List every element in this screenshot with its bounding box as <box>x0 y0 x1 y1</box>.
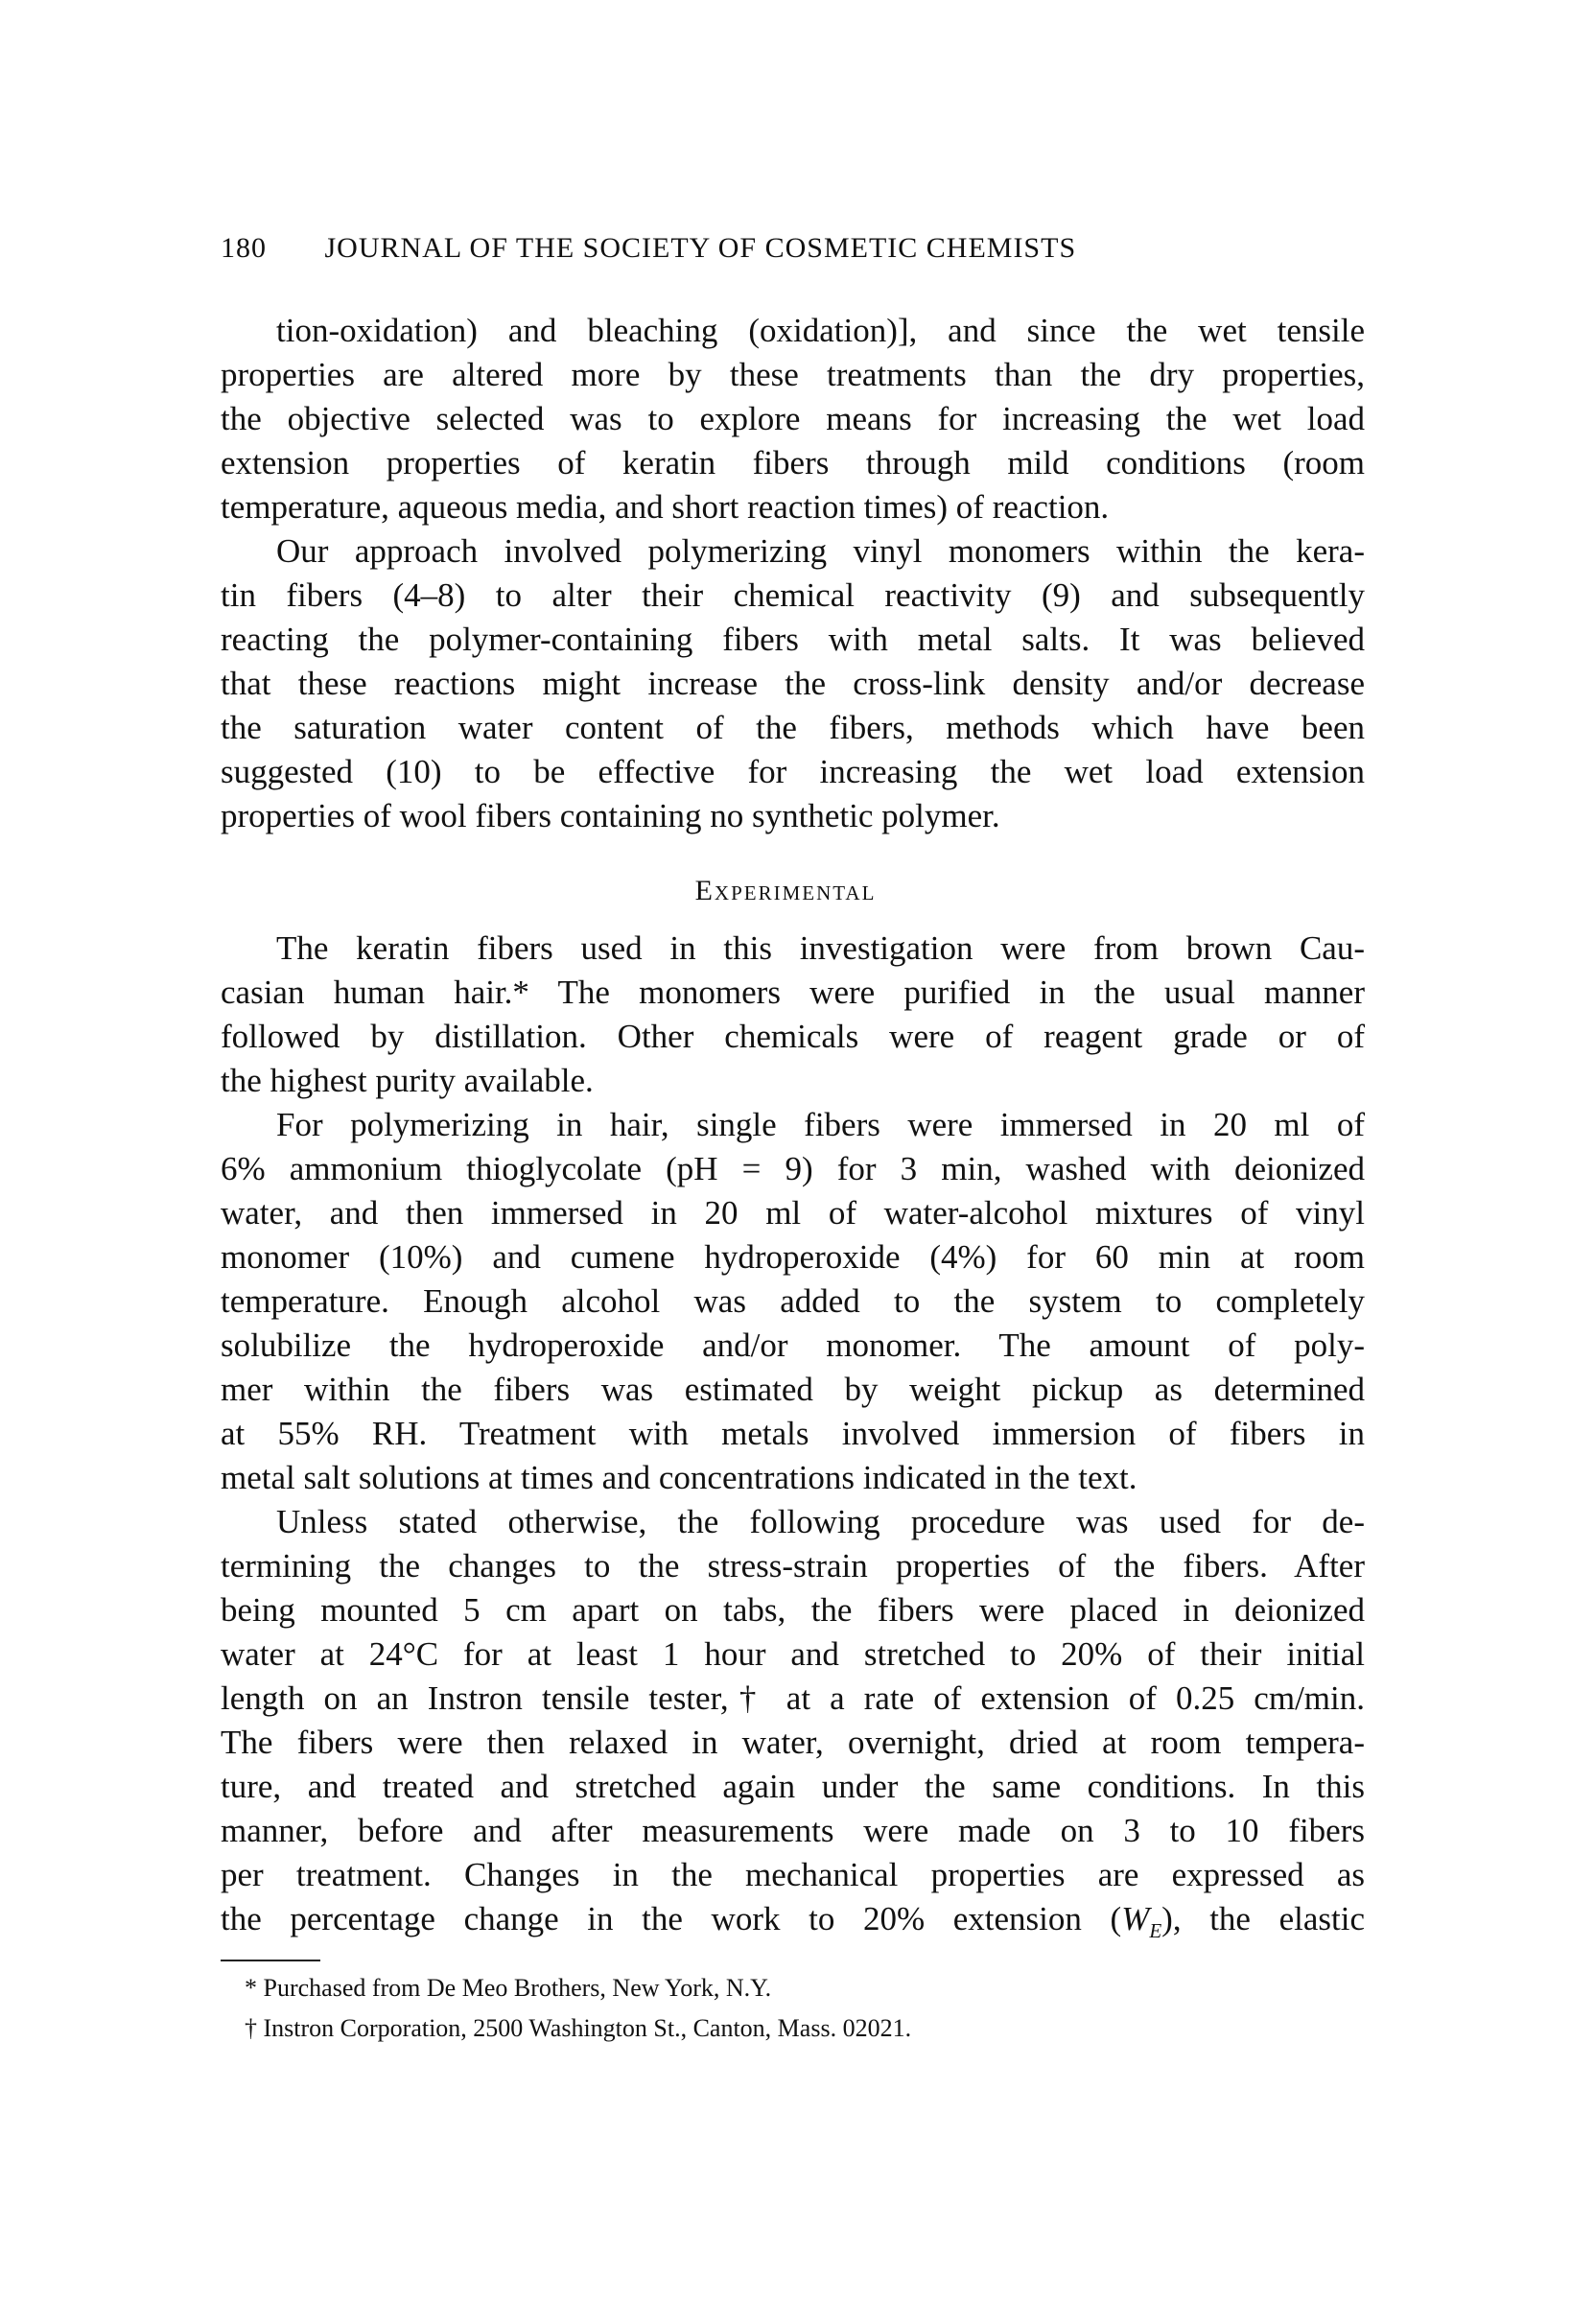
text-line: solubilize the hydroperoxide and/or monomer. The amount of poly- <box>221 1326 1365 1364</box>
footnote-2: † Instron Corporation, 2500 Washington St., Canton, Mass. 02021. <box>245 2014 912 2042</box>
text-line: monomer (10%) and cumene hydroperoxide (4%) for 60 min at room <box>221 1238 1365 1276</box>
text-line: that these reactions might increase the cross-link density and/or decrease <box>221 665 1365 702</box>
footnote-rule <box>221 1960 320 1961</box>
text-line: casian human hair.* The monomers were purified in the usual manner <box>221 974 1365 1011</box>
running-header <box>221 232 1076 265</box>
journal-title: JOURNAL OF THE SOCIETY OF COSMETIC CHEMISTS <box>324 232 1077 264</box>
text-line: temperature. Enough alcohol was added to the system to completely <box>221 1282 1365 1320</box>
experimental-text <box>221 927 1365 1941</box>
text-line: being mounted 5 cm apart on tabs, the fibers were placed in deionized <box>221 1591 1365 1629</box>
text-line: Our approach involved polymerizing vinyl monomers within the kera- <box>276 532 1365 570</box>
text-line: manner, before and after measurements were made on 3 to 10 fibers <box>221 1812 1365 1849</box>
text-line: tion-oxidation) and bleaching (oxidation)], and since the wet tensile <box>276 312 1365 349</box>
text-line: temperature, aqueous media, and short reaction times) of reaction. <box>221 488 1110 526</box>
text-line: the objective selected was to explore means for increasing the wet load <box>221 400 1365 437</box>
page-number: 180 <box>221 232 267 264</box>
text-line: water, and then immersed in 20 ml of water-alcohol mixtures of vinyl <box>221 1194 1365 1232</box>
text-line: ture, and treated and stretched again under the same conditions. In this <box>221 1768 1365 1805</box>
intro-text <box>221 309 1365 838</box>
text-line: per treatment. Changes in the mechanical properties are expressed as <box>221 1856 1365 1893</box>
text-line: For polymerizing in hair, single fibers were immersed in 20 ml of <box>276 1106 1365 1143</box>
text-line: the highest purity available. <box>221 1062 594 1099</box>
text-line: extension properties of keratin fibers through mild conditions (room <box>221 444 1365 481</box>
text-line: length on an Instron tensile tester,† at a rate of extension of 0.25 cm/min. <box>221 1679 1365 1717</box>
text-segment: ), the elastic <box>1161 1900 1365 1937</box>
text-segment: the percentage change in the work to 20% extension ( <box>221 1900 1122 1937</box>
text-line: The keratin fibers used in this investigation were from brown Cau- <box>276 929 1365 967</box>
text-line: termining the changes to the stress-strain properties of the fibers. After <box>221 1547 1365 1585</box>
text-line: metal salt solutions at times and concentrations indicated in the text. <box>221 1459 1137 1496</box>
text-line: water at 24°C for at least 1 hour and stretched to 20% of their initial <box>221 1635 1365 1673</box>
section-heading: Experimental <box>694 875 877 906</box>
text-line: followed by distillation. Other chemicals were of reagent grade or of <box>221 1018 1365 1055</box>
text-line: The fibers were then relaxed in water, overnight, dried at room tempera- <box>221 1724 1365 1761</box>
variable-we: $W_E$ <box>1121 1900 1162 1942</box>
text-line: the saturation water content of the fibers, methods which have been <box>221 709 1365 746</box>
text-line: 6% ammonium thioglycolate (pH = 9) for 3 min, washed with deionized <box>221 1150 1365 1187</box>
text-line <box>221 1897 1365 1941</box>
text-line: Unless stated otherwise, the following procedure was used for de- <box>276 1503 1365 1540</box>
footnote-1: * Purchased from De Meo Brothers, New York, N.Y. <box>245 1974 772 2002</box>
text-line: reacting the polymer-containing fibers with metal salts. It was believed <box>221 621 1365 658</box>
text-line: properties of wool fibers containing no synthetic polymer. <box>221 797 1000 834</box>
text-line: properties are altered more by these treatments than the dry properties, <box>221 356 1365 393</box>
text-line: suggested (10) to be effective for increasing the wet load extension <box>221 753 1365 790</box>
text-line: mer within the fibers was estimated by weight pickup as determined <box>221 1371 1365 1408</box>
text-line: tin fibers (4–8) to alter their chemical reactivity (9) and subsequently <box>221 576 1365 614</box>
text-line: at 55% RH. Treatment with metals involved immersion of fibers in <box>221 1415 1365 1452</box>
